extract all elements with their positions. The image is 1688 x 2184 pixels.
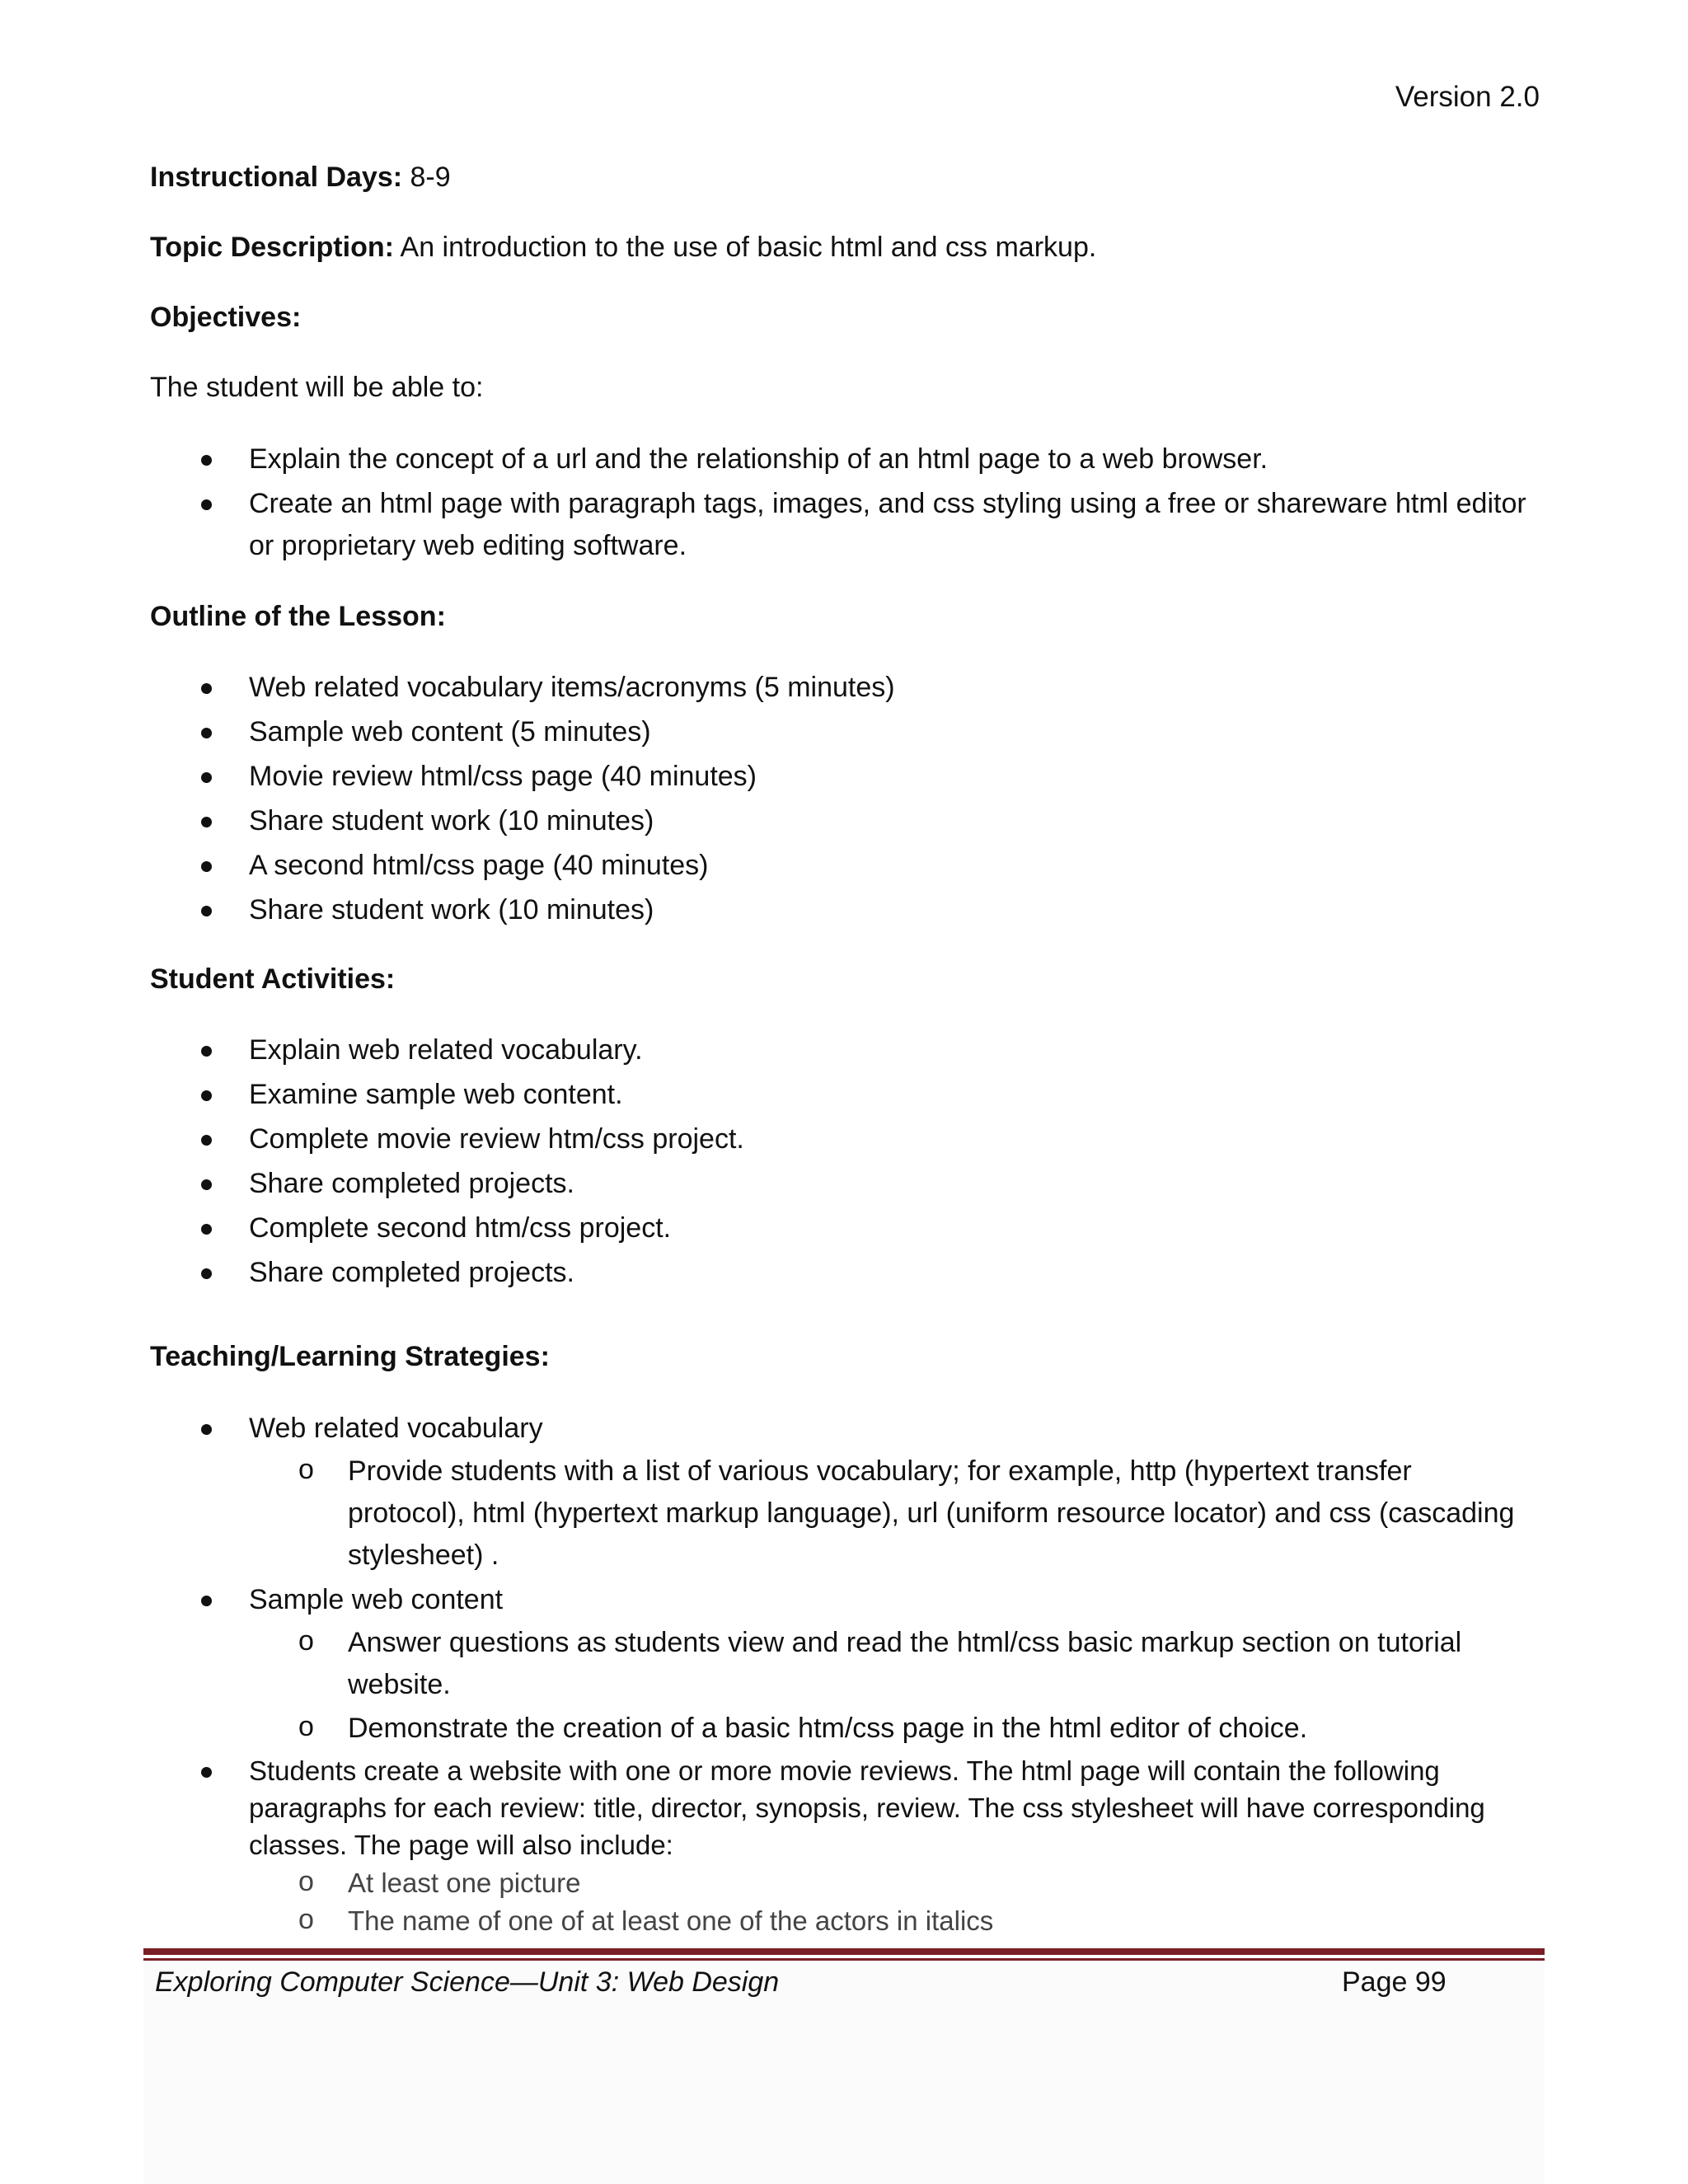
bullet-icon — [201, 1424, 212, 1435]
strategy-create-sub: At least one picture — [348, 1868, 581, 1898]
bullet-icon — [201, 1268, 212, 1279]
objectives-heading: Objectives: — [150, 302, 302, 333]
outline-item: Share student work (10 minutes) — [249, 805, 654, 837]
objective-item: Create an html page with paragraph tags, images, and css styling using a free or shareware html editor — [249, 488, 1526, 519]
activity-item: Examine sample web content. — [249, 1079, 623, 1110]
footer-title: Exploring Computer Science—Unit 3: Web Design — [155, 1966, 780, 1998]
bullet-icon — [201, 499, 212, 510]
outline-item: Movie review html/css page (40 minutes) — [249, 761, 757, 792]
version-label: Version 2.0 — [1395, 81, 1540, 113]
objective-item-continuation: or proprietary web editing software. — [249, 530, 687, 561]
activity-item: Explain web related vocabulary. — [249, 1034, 643, 1066]
strategy-vocab-sub: Provide students with a list of various vocabulary; for example, http (hypertext transfer — [348, 1455, 1412, 1487]
bullet-icon — [201, 1224, 212, 1235]
bullet-icon — [201, 683, 212, 694]
sub-bullet-icon: o — [298, 1454, 314, 1485]
bullet-icon — [201, 1090, 212, 1101]
instructional-days-value: 8-9 — [402, 162, 451, 193]
strategy-create-line: classes. The page will also include: — [249, 1830, 673, 1860]
activity-item: Share completed projects. — [249, 1168, 574, 1199]
outline-item: Share student work (10 minutes) — [249, 894, 654, 926]
objectives-intro: The student will be able to: — [150, 372, 484, 403]
outline-item: Web related vocabulary items/acronyms (5 minutes) — [249, 672, 895, 703]
outline-heading: Outline of the Lesson: — [150, 601, 446, 632]
student-activities-heading: Student Activities: — [150, 963, 396, 995]
activity-item: Share completed projects. — [249, 1257, 574, 1288]
bullet-icon — [201, 817, 212, 827]
strategy-vocab-label: Web related vocabulary — [249, 1413, 543, 1444]
activity-item: Complete movie review htm/css project. — [249, 1123, 744, 1155]
bullet-icon — [201, 1046, 212, 1057]
strategies-heading: Teaching/Learning Strategies: — [150, 1341, 550, 1372]
sub-bullet-icon: o — [298, 1904, 314, 1935]
footer-rule — [143, 1948, 1545, 1955]
bullet-icon — [201, 455, 212, 466]
bullet-icon — [201, 1179, 212, 1190]
bullet-icon — [201, 1767, 212, 1778]
sub-bullet-icon: o — [298, 1625, 314, 1657]
outline-item: A second html/css page (40 minutes) — [249, 850, 709, 881]
topic-description — [150, 232, 1096, 264]
bullet-icon — [201, 861, 212, 872]
sub-bullet-icon: o — [298, 1866, 314, 1897]
bullet-icon — [201, 728, 212, 738]
topic-description-value: An introduction to the use of basic html and css markup. — [393, 232, 1097, 263]
strategy-create-line: paragraphs for each review: title, director, synopsis, review. The css stylesheet will have corresponding — [249, 1793, 1485, 1823]
strategy-create-sub: The name of one of at least one of the actors in italics — [348, 1905, 994, 1936]
bullet-icon — [201, 1596, 212, 1606]
strategy-vocab-sub: protocol), html (hypertext markup language), url (uniform resource locator) and css (cascading — [348, 1497, 1515, 1529]
strategy-create-line: Students create a website with one or more movie reviews. The html page will contain the following — [249, 1755, 1440, 1786]
bullet-icon — [201, 1135, 212, 1146]
footer-page-number: Page 99 — [1342, 1966, 1447, 1998]
strategy-sample-label: Sample web content — [249, 1584, 504, 1615]
instructional-days — [150, 162, 451, 194]
bullet-icon — [201, 906, 212, 916]
bullet-icon — [201, 772, 212, 783]
strategy-vocab-sub: stylesheet) . — [348, 1540, 499, 1571]
instructional-days-label: Instructional Days: — [150, 162, 403, 193]
topic-description-label: Topic Description: — [150, 232, 394, 263]
strategy-sample-sub: website. — [348, 1669, 451, 1700]
objective-item: Explain the concept of a url and the relationship of an html page to a web browser. — [249, 443, 1268, 475]
activity-item: Complete second htm/css project. — [249, 1212, 672, 1244]
strategy-sample-sub: Answer questions as students view and read the html/css basic markup section on tutorial — [348, 1627, 1462, 1658]
sub-bullet-icon: o — [298, 1711, 314, 1742]
footer-rule-thin — [143, 1958, 1545, 1961]
outline-item: Sample web content (5 minutes) — [249, 716, 651, 748]
strategy-sample-sub: Demonstrate the creation of a basic htm/css page in the html editor of choice. — [348, 1713, 1308, 1744]
